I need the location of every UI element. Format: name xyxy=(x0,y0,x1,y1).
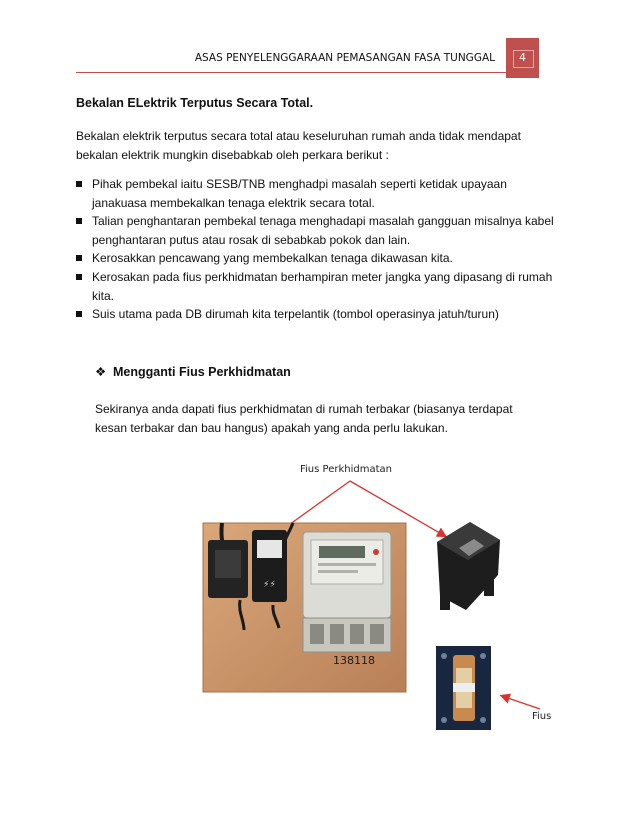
fuse-cartridge-photo xyxy=(436,646,491,730)
subsection-heading-text: Mengganti Fius Perkhidmatan xyxy=(113,365,291,379)
diamond-bullet-icon: ❖ xyxy=(95,365,107,379)
list-item: Pihak pembekal iaitu SESB/TNB menghadpi masalah seperti ketidak upayaan janakuasa membekalkan tenaga elektrik secara total. xyxy=(76,175,556,212)
subsection-paragraph: Sekiranya anda dapati fius perkhidmatan di rumah terbakar (biasanya terdapat kesan terbakar dan bau hangus) apakah yang anda perlu lakukan. xyxy=(95,402,513,435)
fuse-label: Fius xyxy=(532,711,552,722)
intro-paragraph: Bekalan elektrik terputus secara total atau keseluruhan rumah anda tidak mendapat bekalan elektrik mungkin disebabkab oleh perkara berikut : xyxy=(76,129,521,162)
section-heading: Bekalan ELektrik Terputus Secara Total. xyxy=(76,96,314,110)
header-title: ASAS PENYELENGGARAAN PEMASANGAN FASA TUNGGAL xyxy=(194,52,495,64)
list-item: Talian penghantaran pembekal tenaga menghadapi masalah gangguan misalnya kabel penghantaran putus atau rosak di sebabkab pokok dan lain. xyxy=(76,212,556,249)
list-item: Kerosakan pada fius perkhidmatan berhampiran meter jangka yang dipasang di rumah kita. xyxy=(76,268,556,305)
meter-serial-number: 138118 xyxy=(333,654,375,667)
page-number: 4 xyxy=(519,51,526,64)
svg-text:⚡⚡: ⚡⚡ xyxy=(263,580,276,590)
meter-board-photo xyxy=(203,523,406,692)
fuse-arrow xyxy=(502,696,540,709)
list-item: Suis utama pada DB dirumah kita terpelantik (tombol operasinya jatuh/turun) xyxy=(76,305,556,324)
fuse-carrier-photo xyxy=(437,522,500,610)
list-item: Kerosakkan pencawang yang membekalkan tenaga dikawasan kita. xyxy=(76,249,556,268)
figure-callout-label: Fius Perkhidmatan xyxy=(300,464,392,475)
